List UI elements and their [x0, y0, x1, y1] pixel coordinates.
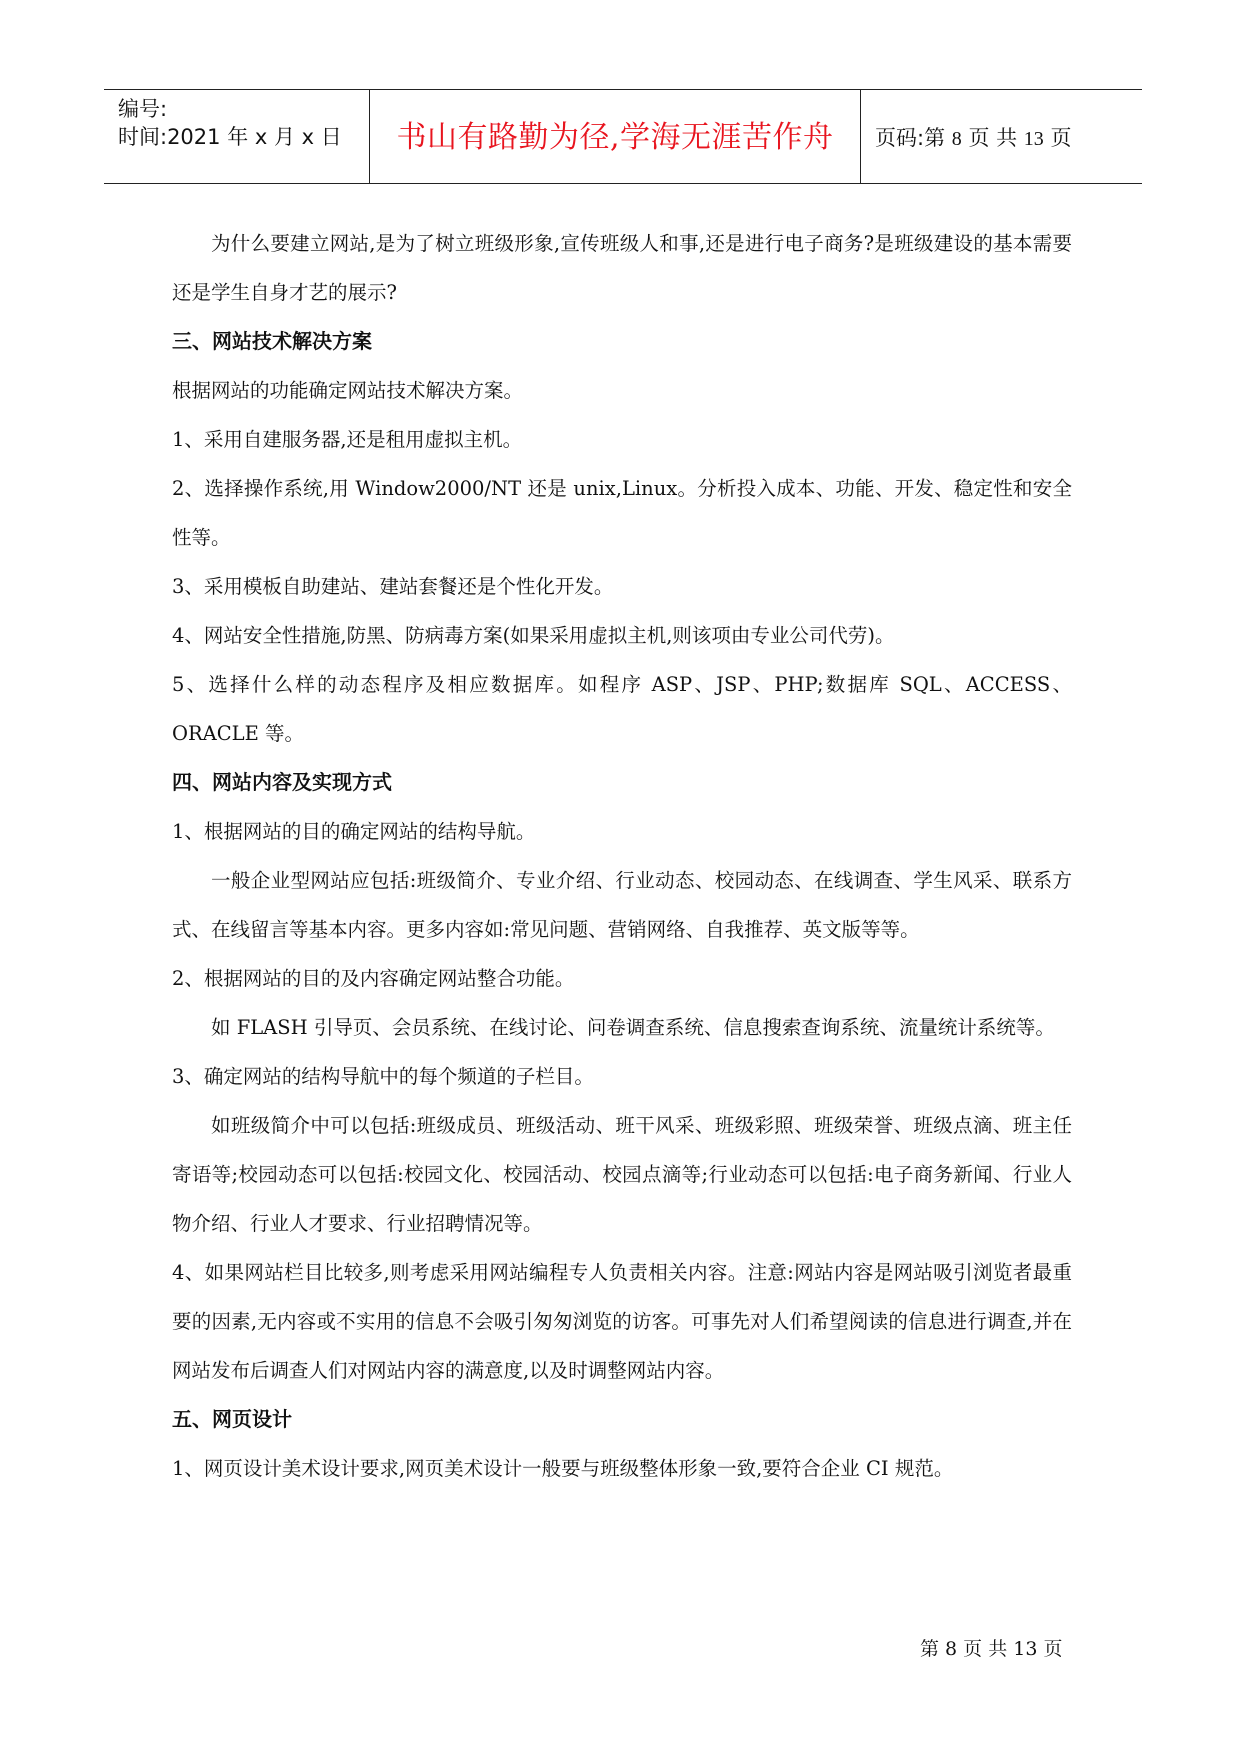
- document-number-label: 编号:: [118, 97, 168, 121]
- document-header: [104, 89, 1142, 184]
- header-page-cell: [861, 90, 1142, 183]
- header-meta-cell: [104, 90, 369, 183]
- body-paragraph: 如班级简介中可以包括:班级成员、班级活动、班干风采、班级彩照、班级荣誉、班级点滴、班主任寄语等;校园动态可以包括:校园文化、校园活动、校园点滴等;行业动态可以包括:电子商务新闻、行业人物介绍、行业人才要求、行业招聘情况等。: [172, 1114, 1072, 1235]
- body-paragraph: 5、选择什么样的动态程序及相应数据库。如程序 ASP、JSP、PHP;数据库 SQL、ACCESS、ORACLE 等。: [172, 673, 1073, 745]
- page-prefix: 页码:第: [875, 126, 952, 150]
- section-heading: 三、网站技术解决方案: [172, 329, 372, 353]
- header-motto-cell: [369, 90, 861, 183]
- page-current: 8: [951, 128, 962, 150]
- body-paragraph: 为什么要建立网站,是为了树立班级形象,宣传班级人和事,还是进行电子商务?是班级建设的基本需要还是学生自身才艺的展示?: [172, 232, 1072, 304]
- body-paragraph: 1、采用自建服务器,还是租用虚拟主机。: [172, 428, 523, 451]
- body-paragraph: 如 FLASH 引导页、会员系统、在线讨论、问卷调查系统、信息搜索查询系统、流量统计系统等。: [211, 1016, 1055, 1039]
- body-paragraph: 一般企业型网站应包括:班级简介、专业介绍、行业动态、校园动态、在线调查、学生风采、联系方式、在线留言等基本内容。更多内容如:常见问题、营销网络、自我推荐、英文版等等。: [172, 869, 1072, 941]
- header-motto: 书山有路勤为径,学海无涯苦作舟: [396, 120, 834, 155]
- body-paragraph: 3、采用模板自助建站、建站套餐还是个性化开发。: [172, 575, 614, 598]
- body-paragraph: 1、根据网站的目的确定网站的结构导航。: [172, 820, 536, 843]
- section-heading: 四、网站内容及实现方式: [172, 770, 392, 794]
- page-total: 13: [1023, 128, 1044, 150]
- body-paragraph: 4、网站安全性措施,防黑、防病毒方案(如果采用虚拟主机,则该项由专业公司代劳)。: [172, 624, 895, 647]
- body-paragraph: 根据网站的功能确定网站技术解决方案。: [172, 379, 524, 402]
- section-heading: 五、网页设计: [172, 1407, 292, 1431]
- page-suffix: 页: [1043, 126, 1072, 150]
- page-footer: 第 8 页 共 13 页: [920, 1638, 1063, 1660]
- document-time-label: 时间:2021 年 x 月 x 日: [118, 125, 342, 149]
- page-middle: 页 共: [961, 126, 1024, 150]
- body-paragraph: 3、确定网站的结构导航中的每个频道的子栏目。: [172, 1065, 594, 1088]
- document-body: [172, 219, 1072, 1493]
- body-paragraph: 2、选择操作系统,用 Window2000/NT 还是 unix,Linux。分析投入成本、功能、开发、稳定性和安全性等。: [172, 477, 1072, 549]
- body-paragraph: 4、如果网站栏目比较多,则考虑采用网站编程专人负责相关内容。注意:网站内容是网站吸引浏览者最重要的因素,无内容或不实用的信息不会吸引匆匆浏览的访客。可事先对人们希望阅读的信息进行调查,并在网站发布后调查人们对网站内容的满意度,以及时调整网站内容。: [172, 1261, 1072, 1382]
- body-paragraph: 2、根据网站的目的及内容确定网站整合功能。: [172, 967, 575, 990]
- body-paragraph: 1、网页设计美术设计要求,网页美术设计一般要与班级整体形象一致,要符合企业 CI 规范。: [172, 1457, 954, 1480]
- header-page-info: [875, 122, 1071, 152]
